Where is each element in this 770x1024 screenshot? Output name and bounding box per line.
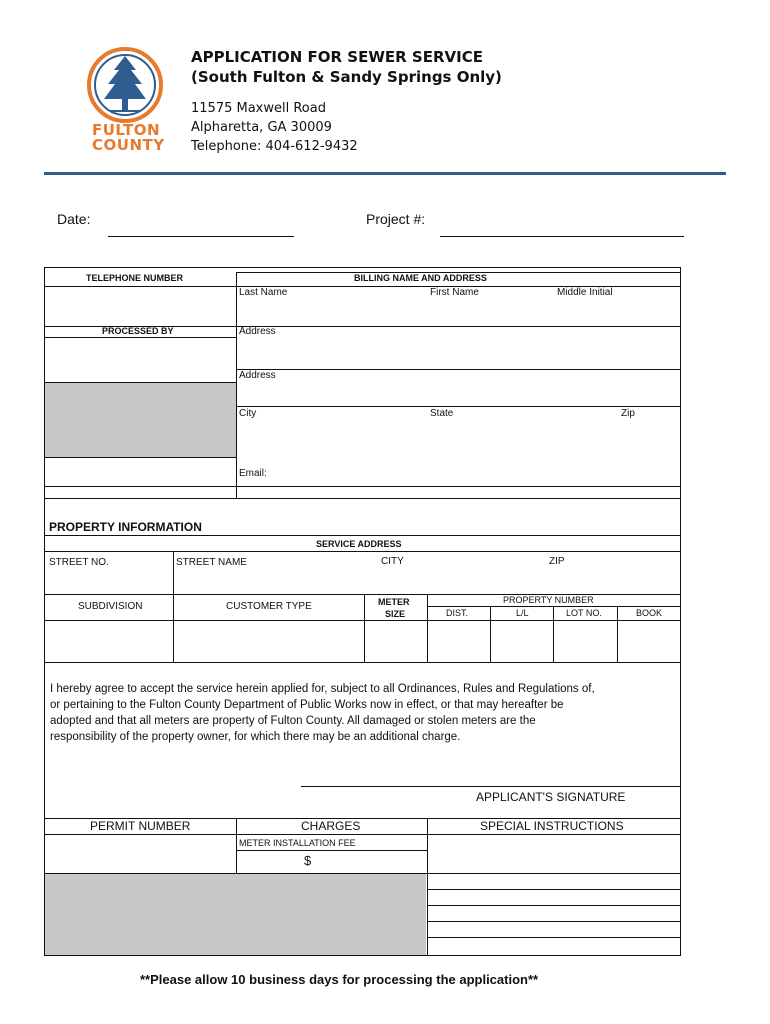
service-address-header: SERVICE ADDRESS — [316, 539, 402, 549]
dollar-sign: $ — [304, 853, 312, 868]
ll-label: L/L — [516, 608, 529, 618]
last-name-label: Last Name — [239, 287, 288, 298]
processed-by-field[interactable] — [46, 339, 234, 381]
project-number-label: Project #: — [366, 211, 426, 227]
charges-header: CHARGES — [301, 819, 361, 833]
address-field-1[interactable] — [238, 338, 679, 368]
agreement-line-4: responsibility of the property owner, for which there may be an additional charge. — [50, 731, 461, 743]
agreement-line-1: I hereby agree to accept the service herein applied for, subject to all Ordinances, Rules and Regulations of, — [50, 683, 595, 695]
property-number-header: PROPERTY NUMBER — [503, 595, 594, 605]
dist-field[interactable] — [429, 622, 489, 661]
lot-no-field[interactable] — [555, 622, 616, 661]
street-no-label: STREET NO. — [49, 557, 109, 568]
city-label: City — [239, 408, 257, 419]
service-city-label: CITY — [381, 556, 404, 567]
logo-text-county: COUNTY — [92, 136, 165, 154]
office-use-shaded-area — [45, 874, 426, 955]
state-label: State — [430, 408, 454, 419]
processed-by-shaded-area — [45, 383, 236, 457]
office-address-line1: 11575 Maxwell Road — [191, 101, 326, 116]
applicant-signature-label: APPLICANT'S SIGNATURE — [476, 790, 626, 804]
special-instructions-header: SPECIAL INSTRUCTIONS — [480, 819, 624, 833]
book-label: BOOK — [636, 608, 663, 618]
permit-number-field[interactable] — [46, 836, 234, 872]
office-telephone: Telephone: 404-612-9432 — [191, 139, 358, 154]
subdivision-label: SUBDIVISION — [78, 601, 143, 612]
property-information-title: PROPERTY INFORMATION — [49, 520, 202, 534]
processed-by-header: PROCESSED BY — [102, 326, 174, 336]
telephone-number-field[interactable] — [46, 288, 234, 325]
street-no-field[interactable] — [46, 569, 172, 593]
date-label: Date: — [57, 211, 91, 227]
special-instructions-field[interactable] — [429, 836, 679, 954]
project-number-field[interactable] — [440, 220, 684, 237]
page-title: APPLICATION FOR SEWER SERVICE — [191, 48, 483, 66]
applicant-signature-field[interactable] — [301, 770, 681, 787]
email-label: Email: — [239, 468, 267, 479]
service-zip-label: ZIP — [549, 556, 565, 567]
header-divider — [44, 172, 726, 175]
meter-size-field[interactable] — [366, 622, 426, 661]
meter-installation-fee-field[interactable] — [318, 852, 426, 872]
meter-size-label-1: METER — [378, 597, 410, 607]
office-address-line2: Alpharetta, GA 30009 — [191, 120, 332, 135]
middle-initial-label: Middle Initial — [557, 287, 613, 298]
city-state-zip-field[interactable] — [238, 420, 679, 465]
customer-type-field[interactable] — [175, 622, 363, 661]
billing-name-address-header: BILLING NAME AND ADDRESS — [354, 273, 487, 283]
agreement-line-2: or pertaining to the Fulton County Department of Public Works now in effect, or that may hereafter be — [50, 699, 564, 711]
date-field[interactable] — [108, 220, 294, 237]
email-field[interactable] — [270, 466, 679, 485]
permit-number-header: PERMIT NUMBER — [90, 819, 191, 833]
agreement-line-3: adopted and that all meters are property of Fulton County. All damaged or stolen meters are the — [50, 715, 536, 727]
zip-label: Zip — [621, 408, 635, 419]
address-label-2: Address — [239, 370, 276, 381]
processing-time-note: **Please allow 10 business days for processing the application** — [140, 972, 539, 987]
logo-text-fulton: FULTON — [92, 121, 161, 139]
customer-type-label: CUSTOMER TYPE — [226, 601, 312, 612]
address-label-1: Address — [239, 326, 276, 337]
page-subtitle: (South Fulton & Sandy Springs Only) — [191, 68, 502, 86]
street-name-label: STREET NAME — [176, 557, 247, 568]
subdivision-field[interactable] — [46, 622, 172, 661]
street-name-field[interactable] — [175, 569, 679, 593]
address-field-2[interactable] — [238, 382, 679, 405]
agreement-text — [50, 681, 595, 745]
book-field[interactable] — [619, 622, 679, 661]
billing-name-field[interactable] — [238, 299, 679, 325]
telephone-number-header: TELEPHONE NUMBER — [86, 273, 184, 283]
lot-no-label: LOT NO. — [566, 608, 602, 618]
ll-field[interactable] — [492, 622, 552, 661]
meter-installation-fee-label: METER INSTALLATION FEE — [239, 838, 356, 848]
meter-size-label-2: SIZE — [385, 609, 406, 619]
dist-label: DIST. — [446, 608, 469, 618]
first-name-label: First Name — [430, 287, 479, 298]
